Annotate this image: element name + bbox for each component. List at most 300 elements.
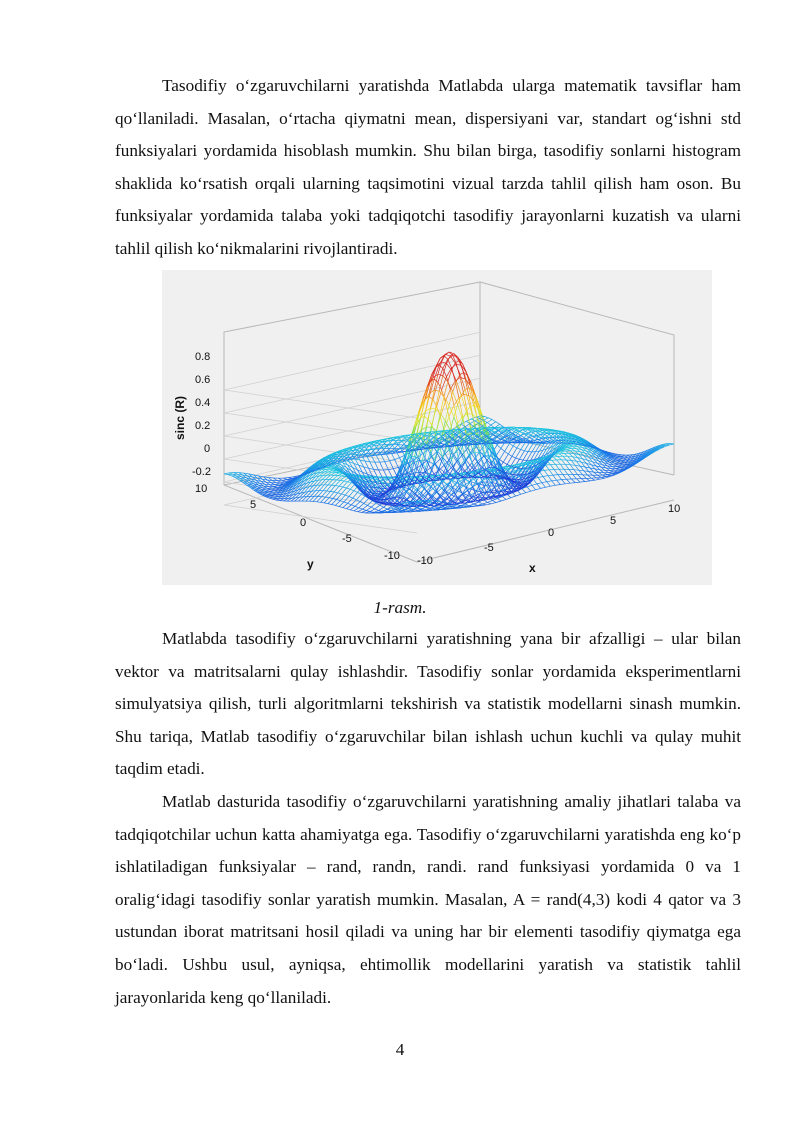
mesh-line-y	[445, 352, 449, 354]
mesh-line-y	[492, 501, 496, 503]
mesh-line-y	[542, 483, 546, 488]
mesh-line-y	[321, 502, 325, 503]
mesh-line-y	[350, 489, 354, 490]
mesh-line-y	[546, 465, 550, 470]
mesh-line-x	[506, 498, 511, 500]
mesh-line-y	[345, 495, 349, 496]
mesh-line-y	[588, 475, 592, 478]
mesh-line-y	[597, 475, 601, 477]
mesh-line-x	[460, 378, 465, 379]
mesh-line-x	[526, 491, 531, 493]
mesh-line-x	[483, 502, 488, 504]
mesh-line-y	[384, 507, 388, 509]
mesh-line-y	[555, 464, 559, 469]
mesh-line-y	[570, 465, 574, 470]
mesh-line-y	[463, 412, 467, 420]
mesh-line-y	[455, 485, 459, 490]
mesh-line-y	[317, 502, 321, 503]
mesh-line-x	[570, 483, 575, 484]
mesh-line-x	[547, 481, 552, 482]
mesh-line-y	[343, 487, 347, 488]
mesh-line-y	[324, 503, 328, 504]
mesh-line-y	[564, 469, 568, 474]
mesh-line-y	[335, 486, 339, 487]
mesh-line-y	[480, 477, 484, 478]
mesh-line-x	[437, 501, 442, 502]
mesh-line-y	[559, 469, 563, 474]
mesh-line-y	[275, 485, 279, 486]
mesh-line-y	[388, 470, 392, 478]
mesh-line-x	[370, 509, 375, 512]
mesh-line-y	[332, 505, 336, 506]
mesh-line-y	[353, 498, 357, 500]
mesh-line-y	[351, 505, 355, 507]
mesh-line-y	[512, 492, 516, 496]
mesh-line-y	[334, 492, 338, 493]
mesh-line-y	[281, 487, 285, 488]
mesh-line-y	[337, 480, 341, 481]
mesh-line-x	[580, 482, 585, 483]
mesh-line-y	[335, 505, 339, 506]
mesh-line-y	[557, 460, 561, 464]
mesh-line-x	[350, 506, 355, 510]
mesh-line-y	[500, 460, 504, 463]
mesh-line-y	[281, 482, 285, 483]
mesh-line-y	[380, 480, 384, 481]
mesh-line-y	[560, 464, 564, 469]
mesh-line-x	[416, 486, 421, 491]
mesh-line-y	[427, 408, 431, 427]
mesh-line-y	[564, 453, 568, 456]
mesh-line-x	[354, 508, 359, 511]
mesh-line-x	[548, 475, 553, 476]
mesh-line-x	[349, 491, 354, 497]
mesh-line-x	[434, 390, 439, 391]
mesh-line-y	[538, 478, 542, 483]
mesh-line-y	[569, 469, 573, 474]
mesh-line-x	[555, 485, 560, 486]
mesh-line-x	[541, 487, 546, 488]
mesh-line-y	[276, 483, 280, 484]
mesh-line-y	[271, 490, 275, 491]
mesh-line-y	[604, 473, 608, 475]
mesh-line-y	[517, 448, 521, 450]
mesh-line-x	[501, 499, 506, 501]
mesh-line-y	[358, 512, 362, 513]
mesh-line-y	[563, 456, 567, 460]
mesh-line-y	[354, 491, 358, 493]
mesh-line-x	[343, 482, 348, 487]
mesh-line-y	[288, 478, 292, 479]
mesh-line-y	[487, 502, 491, 503]
mesh-line-y	[563, 474, 567, 479]
mesh-line-y	[547, 482, 551, 487]
mesh-line-y	[554, 455, 558, 457]
mesh-line-y	[522, 489, 526, 493]
mesh-line-y	[337, 500, 341, 501]
mesh-line-y	[296, 497, 300, 498]
mesh-line-y	[512, 456, 516, 458]
mesh-line-y	[549, 470, 553, 475]
mesh-line-y	[347, 509, 351, 510]
mesh-line-x	[363, 505, 368, 509]
mesh-line-y	[591, 478, 595, 480]
mesh-line-x	[328, 499, 333, 504]
mesh-line-y	[536, 451, 540, 452]
mesh-line-y	[521, 450, 525, 451]
mesh-line-x	[552, 480, 557, 481]
mesh-line-y	[355, 506, 359, 508]
mesh-line-x	[543, 476, 548, 477]
mesh-line-x	[374, 469, 379, 470]
mesh-line-y	[411, 511, 415, 512]
mesh-line-y	[428, 419, 432, 425]
surface-mesh	[224, 352, 674, 513]
mesh-line-y	[447, 377, 451, 390]
mesh-line-x	[486, 504, 491, 505]
mesh-line-y	[503, 462, 507, 464]
mesh-line-y	[552, 481, 556, 486]
mesh-line-y	[568, 474, 572, 479]
mesh-line-y	[468, 428, 472, 429]
mesh-line-y	[344, 502, 348, 503]
mesh-line-x	[512, 448, 517, 456]
mesh-line-x	[527, 485, 532, 487]
mesh-line-y	[501, 448, 505, 451]
mesh-line-x	[532, 484, 537, 485]
mesh-line-y	[466, 460, 470, 465]
mesh-line-y	[596, 478, 600, 479]
mesh-line-y	[276, 500, 280, 501]
mesh-line-x	[423, 495, 428, 500]
mesh-line-x	[516, 450, 521, 458]
mesh-line-x	[317, 497, 322, 502]
mesh-line-y	[273, 487, 277, 488]
mesh-line-y	[452, 363, 456, 370]
mesh-line-x	[519, 451, 524, 460]
figure-sinc-surface	[162, 270, 712, 585]
mesh-line-y	[393, 469, 397, 477]
mesh-line-y	[343, 508, 347, 509]
mesh-line-x	[565, 483, 570, 484]
mesh-line-y	[601, 477, 605, 478]
mesh-line-y	[379, 470, 383, 478]
mesh-line-y	[583, 475, 587, 479]
mesh-line-y	[370, 512, 374, 513]
mesh-line-y	[437, 452, 441, 459]
mesh-line-x	[546, 465, 551, 466]
mesh-line-y	[278, 490, 282, 491]
mesh-line-x	[544, 470, 549, 471]
mesh-line-y	[609, 473, 613, 474]
mesh-line-x	[492, 499, 497, 501]
mesh-line-x	[537, 483, 542, 484]
mesh-line-y	[318, 480, 322, 481]
mesh-line-x	[283, 478, 288, 479]
mesh-line-y	[380, 505, 384, 507]
mesh-line-x	[487, 420, 492, 423]
mesh-line-x	[379, 507, 384, 510]
mesh-line-y	[468, 477, 472, 478]
mesh-line-x	[435, 459, 440, 464]
mesh-line-y	[224, 474, 228, 475]
mesh-line-y	[444, 382, 448, 397]
mesh-line-y	[340, 501, 344, 502]
mesh-line-x	[366, 507, 371, 510]
mesh-line-x	[474, 502, 479, 504]
mesh-line-y	[559, 454, 563, 456]
mesh-line-x	[508, 446, 513, 454]
mesh-line-x	[355, 502, 360, 507]
mesh-line-y	[271, 496, 275, 497]
mesh-line-y	[272, 499, 276, 500]
mesh-line-x	[413, 485, 418, 490]
mesh-line-y	[524, 451, 528, 452]
mesh-line-y	[578, 475, 582, 479]
mesh-line-y	[270, 491, 274, 492]
mesh-line-x	[560, 484, 565, 485]
mesh-line-y	[569, 446, 573, 447]
mesh-line-x	[335, 480, 340, 485]
mesh-line-y	[532, 485, 536, 490]
mesh-line-x	[524, 443, 529, 451]
mesh-line-y	[552, 460, 556, 464]
mesh-line-y	[505, 451, 509, 454]
mesh-line-y	[348, 503, 352, 505]
mesh-line-x	[388, 469, 393, 470]
mesh-line-x	[500, 451, 505, 459]
mesh-line-y	[375, 509, 379, 511]
mesh-line-x	[447, 460, 452, 471]
mesh-line-y	[280, 494, 284, 495]
mesh-line-y	[390, 505, 394, 506]
mesh-line-y	[479, 502, 483, 504]
mesh-line-y	[558, 457, 562, 460]
mesh-line-x	[491, 422, 496, 425]
mesh-line-y	[428, 510, 432, 511]
mesh-line-y	[370, 462, 374, 470]
mesh-line-x	[450, 381, 455, 389]
mesh-line-x	[585, 481, 590, 482]
mesh-line-y	[366, 511, 370, 512]
mesh-line-x	[324, 498, 329, 503]
mesh-line-y	[513, 446, 517, 448]
mesh-line-y	[347, 488, 351, 489]
mesh-line-x	[575, 482, 580, 483]
mesh-line-x	[339, 502, 344, 507]
mesh-line-y	[576, 479, 580, 482]
mesh-line-y	[562, 480, 566, 484]
mesh-line-x	[338, 474, 343, 476]
mesh-line-y	[497, 499, 501, 502]
mesh-line-y	[581, 479, 585, 482]
mesh-line-y	[607, 475, 611, 476]
mesh-line-y	[573, 474, 577, 478]
mesh-line-y	[330, 491, 334, 492]
mesh-line-y	[497, 445, 501, 448]
mesh-line-y	[350, 510, 354, 511]
mesh-line-y	[461, 466, 465, 471]
mesh-line-y	[502, 497, 506, 500]
mesh-line-x	[557, 480, 562, 481]
mesh-line-x	[531, 490, 536, 491]
mesh-line-y	[515, 464, 519, 465]
mesh-line-x	[484, 418, 489, 420]
mesh-line-y	[380, 462, 384, 470]
mesh-line-x	[393, 467, 398, 468]
mesh-line-y	[371, 507, 375, 509]
mesh-line-x	[445, 389, 450, 401]
mesh-line-y	[430, 390, 434, 408]
mesh-line-y	[508, 454, 512, 456]
mesh-line-y	[602, 475, 606, 476]
mesh-line-y	[354, 511, 358, 512]
mesh-line-y	[274, 498, 278, 499]
mesh-line-y	[424, 416, 428, 419]
mesh-line-y	[363, 509, 367, 510]
mesh-line-x	[360, 496, 365, 501]
mesh-line-y	[319, 476, 323, 477]
mesh-line-y	[329, 470, 333, 471]
mesh-line-x	[345, 489, 350, 495]
mesh-line-y	[395, 487, 399, 488]
mesh-line-x	[542, 482, 547, 483]
mesh-line-x	[329, 492, 334, 498]
mesh-line-x	[590, 480, 595, 481]
mesh-line-y	[557, 480, 561, 484]
mesh-line-y	[371, 455, 375, 462]
mesh-line-y	[543, 477, 547, 482]
mesh-line-y	[455, 478, 459, 479]
mesh-line-y	[342, 494, 346, 495]
mesh-line-y	[368, 505, 372, 507]
mesh-line-y	[568, 448, 572, 449]
mesh-line-y	[558, 475, 562, 480]
mesh-line-x	[538, 477, 543, 478]
mesh-line-y	[448, 359, 452, 368]
mesh-line-x	[511, 496, 516, 498]
mesh-line-y	[437, 413, 441, 430]
mesh-line-x	[375, 505, 380, 509]
mesh-line-y	[465, 504, 469, 506]
surface-plot	[162, 270, 712, 585]
mesh-line-y	[516, 458, 520, 459]
mesh-line-y	[333, 499, 337, 500]
mesh-line-x	[422, 509, 427, 510]
mesh-line-x	[385, 461, 390, 462]
axes-box	[224, 282, 674, 562]
mesh-line-x	[480, 484, 485, 485]
mesh-line-y	[364, 504, 368, 506]
mesh-line-y	[519, 459, 523, 460]
mesh-line-y	[550, 465, 554, 470]
mesh-line-y	[277, 481, 281, 483]
mesh-line-y	[474, 504, 478, 505]
mesh-line-y	[567, 479, 571, 483]
mesh-line-y	[460, 506, 464, 507]
mesh-line-y	[553, 457, 557, 460]
mesh-line-x	[335, 501, 340, 506]
mesh-line-y	[344, 481, 348, 482]
mesh-line-y	[361, 512, 365, 513]
mesh-line-x	[553, 475, 558, 476]
mesh-line-y	[527, 487, 531, 491]
mesh-line-y	[565, 464, 569, 469]
mesh-line-x	[321, 497, 326, 502]
mesh-line-x	[358, 509, 363, 512]
mesh-line-y	[533, 479, 537, 484]
mesh-line-y	[374, 512, 378, 513]
mesh-line-y	[508, 478, 512, 479]
mesh-line-y	[328, 504, 332, 505]
mesh-line-y	[567, 460, 571, 465]
mesh-line-y	[358, 492, 362, 494]
mesh-line-x	[536, 488, 541, 489]
mesh-line-y	[437, 431, 441, 432]
mesh-line-x	[342, 488, 347, 494]
mesh-line-y	[586, 479, 590, 481]
mesh-line-y	[282, 489, 286, 490]
mesh-line-y	[562, 460, 566, 465]
mesh-line-y	[592, 475, 596, 478]
mesh-line-y	[571, 479, 575, 483]
mesh-line-x	[469, 504, 474, 506]
mesh-line-y	[384, 509, 388, 510]
mesh-line-x	[395, 458, 400, 460]
mesh-line-y	[574, 470, 578, 475]
mesh-line-y	[507, 494, 511, 497]
mesh-line-x	[491, 503, 496, 504]
mesh-line-y	[419, 511, 423, 512]
mesh-line-x	[347, 483, 352, 488]
mesh-line-y	[431, 506, 435, 507]
mesh-line-y	[278, 478, 282, 480]
mesh-line-x	[333, 493, 338, 499]
mesh-line-x	[330, 486, 335, 492]
mesh-line-y	[322, 497, 326, 498]
mesh-line-y	[339, 507, 343, 508]
mesh-line-y	[339, 486, 343, 487]
mesh-line-x	[553, 457, 558, 458]
mesh-line-x	[356, 494, 361, 500]
mesh-line-x	[347, 505, 352, 509]
mesh-line-y	[375, 462, 379, 470]
mesh-line-x	[334, 486, 339, 492]
mesh-line-y	[359, 508, 363, 509]
mesh-line-y	[376, 496, 380, 497]
mesh-line-x	[505, 444, 510, 452]
mesh-line-y	[391, 503, 395, 504]
mesh-line-y	[483, 504, 487, 505]
mesh-line-x	[528, 444, 533, 452]
mesh-line-y	[537, 484, 541, 489]
mesh-line-x	[339, 481, 344, 486]
mesh-line-y	[342, 476, 346, 477]
mesh-line-x	[431, 508, 436, 509]
mesh-line-x	[359, 504, 364, 508]
mesh-line-x	[487, 501, 492, 503]
mesh-line-y	[455, 508, 459, 509]
mesh-line-y	[570, 444, 574, 445]
mesh-line-x	[325, 491, 330, 497]
mesh-line-y	[413, 506, 417, 507]
mesh-line-y	[560, 452, 564, 454]
mesh-line-y	[327, 491, 331, 492]
mesh-line-y	[395, 445, 399, 449]
mesh-line-x	[353, 492, 358, 498]
mesh-line-y	[381, 454, 385, 461]
mesh-line-y	[452, 368, 456, 381]
